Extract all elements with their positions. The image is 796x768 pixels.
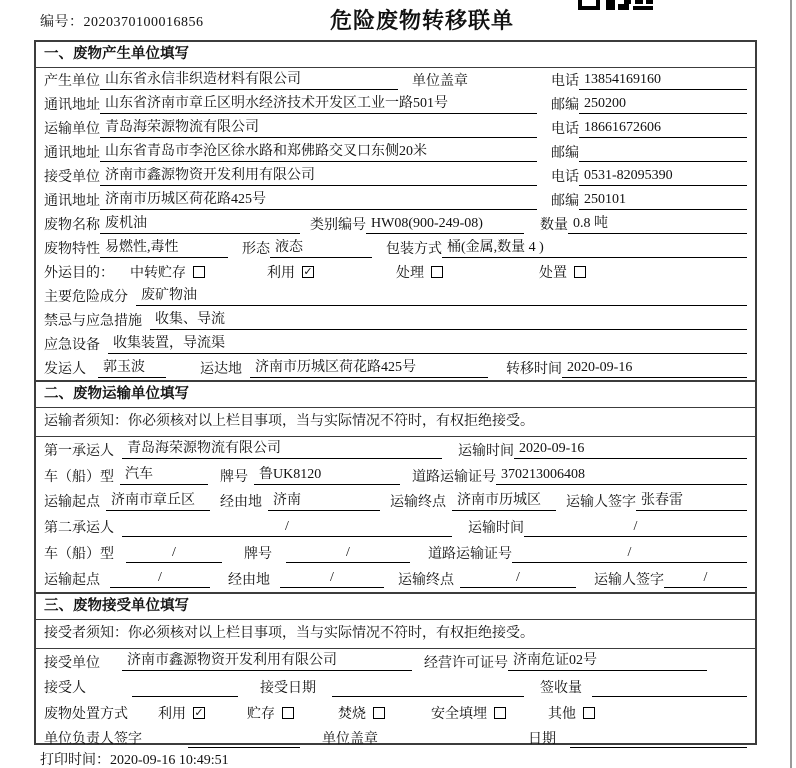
option-label-disposal-use: 利用 xyxy=(158,706,186,722)
checkbox-disposal-use: ✓ xyxy=(194,705,204,719)
field-value-via-2: / xyxy=(280,569,384,588)
field-label-receiver-person: 接受人 xyxy=(44,681,86,697)
field-label-receiver-unit: 接受单位 xyxy=(44,170,100,185)
field-label-packaging: 包装方式 xyxy=(386,242,442,257)
field-label-phone-3: 电话 xyxy=(551,170,579,185)
field-value-zip-2 xyxy=(579,143,747,162)
field-label-zip-3: 邮编 xyxy=(551,194,579,209)
checkbox-use: ✓ xyxy=(303,265,313,278)
receiver-notice: 接受者须知：你必须核对以上栏目事项，当与实际情况不符时，有权拒绝接受。 xyxy=(36,620,755,649)
field-label-address-3: 通讯地址 xyxy=(44,194,100,209)
option-label-disposal-other: 其他 xyxy=(548,706,576,722)
row-route-1 xyxy=(36,489,755,515)
field-value-road-permit-2: / xyxy=(512,544,747,563)
row-receiver-person xyxy=(36,674,755,700)
field-label-origin-1: 运输起点 xyxy=(44,495,100,511)
field-label-address-1: 通讯地址 xyxy=(44,98,100,113)
row-receiver-address xyxy=(36,188,755,212)
field-value-quantity: 0.8 吨 xyxy=(568,215,747,234)
field-value-carrier-sign-1: 张春雷 xyxy=(636,492,747,511)
field-value-address-2: 山东省青岛市李沧区徐水路和郑佛路交叉口东侧20米 xyxy=(100,143,537,162)
field-label-responsible-signature: 单位负责人签字 xyxy=(44,732,142,748)
field-label-via-1: 经由地 xyxy=(220,495,262,511)
option-label-disposal-storage: 贮存 xyxy=(247,706,275,722)
field-value-address-3: 济南市历城区荷花路425号 xyxy=(100,191,537,210)
field-value-emergency-measures: 收集、导流 xyxy=(150,311,747,330)
field-label-vehicle-type-2: 车（船）型 xyxy=(44,547,114,563)
field-value-via-1: 济南 xyxy=(268,492,380,511)
transporter-notice: 运输者须知：你必须核对以上栏目事项，当与实际情况不符时，有权拒绝接受。 xyxy=(36,408,755,437)
serial-label: 编号： xyxy=(40,15,84,30)
row-emergency-measures xyxy=(36,308,755,332)
field-value-terminus-2: / xyxy=(460,569,576,588)
print-time-label: 打印时间： xyxy=(40,753,110,768)
field-label-transfer-purpose: 外运目的： xyxy=(44,266,114,281)
row-vehicle-1 xyxy=(36,463,755,489)
field-label-emergency-equipment: 应急设备 xyxy=(44,338,100,353)
checkbox-disposal-landfill xyxy=(494,707,506,719)
field-value-terminus-1: 济南市历城区 xyxy=(452,492,556,511)
field-value-form: 液态 xyxy=(270,239,372,258)
field-value-phone-1: 13854169160 xyxy=(579,71,747,90)
field-label-vehicle-type-1: 车（船）型 xyxy=(44,469,114,485)
checkbox-dispose xyxy=(574,266,586,278)
field-value-waste-name: 废机油 xyxy=(100,215,300,234)
row-route-2 xyxy=(36,566,755,592)
row-hazard-component xyxy=(36,284,755,308)
field-label-unit-seal-2: 单位盖章 xyxy=(322,732,378,748)
field-label-destination: 运达地 xyxy=(200,362,242,377)
field-label-receive-date: 接受日期 xyxy=(260,681,316,697)
row-second-carrier xyxy=(36,514,755,540)
field-label-unit-seal: 单位盖章 xyxy=(412,74,468,89)
field-label-transport-time-2: 运输时间 xyxy=(468,521,524,537)
field-value-receiver-person xyxy=(132,678,238,697)
field-value-destination: 济南市历城区荷花路425号 xyxy=(250,359,488,378)
field-label-disposal-method: 废物处置方式 xyxy=(44,706,128,722)
field-value-first-carrier: 青岛海荣源物流有限公司 xyxy=(122,440,442,459)
field-value-date xyxy=(570,729,747,748)
field-label-license-number: 经营许可证号 xyxy=(424,655,508,671)
field-value-second-carrier: / xyxy=(122,518,452,537)
field-label-producer-unit: 产生单位 xyxy=(44,74,100,89)
field-value-producer-unit: 山东省永信非织造材料有限公司 xyxy=(100,71,398,90)
field-label-phone-1: 电话 xyxy=(551,74,579,89)
field-value-plate-1: 鲁UK8120 xyxy=(254,466,400,485)
field-label-receiving-unit: 接受单位 xyxy=(44,655,100,671)
section-receiver-title: 三、废物接受单位填写 xyxy=(36,594,755,620)
field-label-road-permit-2: 道路运输证号 xyxy=(428,547,512,563)
row-producer-unit xyxy=(36,68,755,92)
field-label-origin-2: 运输起点 xyxy=(44,572,100,588)
field-label-phone-2: 电话 xyxy=(551,122,579,137)
section-producer-title: 一、废物产生单位填写 xyxy=(36,42,755,68)
field-label-received-quantity: 签收量 xyxy=(540,681,582,697)
field-label-carrier-sign-1: 运输人签字 xyxy=(566,495,636,511)
field-value-plate-2: / xyxy=(286,544,410,563)
row-responsible-signature xyxy=(36,725,755,751)
serial-value: 2020370100016856 xyxy=(83,15,204,30)
row-transfer-purpose xyxy=(36,260,755,284)
row-transport-address xyxy=(36,140,755,164)
option-label-dispose: 处置 xyxy=(539,266,567,281)
field-label-emergency-measures: 禁忌与应急措施 xyxy=(44,314,142,329)
field-label-transport-unit: 运输单位 xyxy=(44,122,100,137)
field-value-hazard-component: 废矿物油 xyxy=(136,287,747,306)
field-label-first-carrier: 第一承运人 xyxy=(44,443,114,459)
field-value-receiving-unit: 济南市鑫源物资开发利用有限公司 xyxy=(122,652,412,671)
field-value-responsible-signature xyxy=(188,729,300,748)
field-value-origin-1: 济南市章丘区 xyxy=(106,492,210,511)
section-receiver xyxy=(36,592,755,751)
row-vehicle-2 xyxy=(36,540,755,566)
field-label-transport-time-1: 运输时间 xyxy=(458,443,514,459)
field-value-phone-2: 18661672606 xyxy=(579,119,747,138)
page-title: 危险废物转移联单 xyxy=(329,8,514,33)
field-value-received-quantity xyxy=(592,678,747,697)
checkbox-disposal-incinerate xyxy=(373,707,385,719)
field-value-vehicle-type-1: 汽车 xyxy=(120,466,208,485)
print-time-value: 2020-09-16 10:49:51 xyxy=(110,753,229,768)
field-value-category-code: HW08(900-249-08) xyxy=(366,215,524,234)
field-value-road-permit-1: 370213006408 xyxy=(496,466,747,485)
option-label-treat: 处理 xyxy=(396,266,424,281)
row-receiving-unit xyxy=(36,649,755,675)
field-value-zip-1: 250200 xyxy=(579,95,747,114)
field-value-packaging: 桶(金属,数量 4 ) xyxy=(442,239,747,258)
field-label-hazard-component: 主要危险成分 xyxy=(44,290,128,305)
field-label-carrier-sign-2: 运输人签字 xyxy=(594,572,664,588)
field-label-shipper: 发运人 xyxy=(44,362,86,377)
field-label-waste-property: 废物特性 xyxy=(44,242,100,257)
field-label-address-2: 通讯地址 xyxy=(44,146,100,161)
field-value-transport-time-2: / xyxy=(524,518,747,537)
field-value-phone-3: 0531-82095390 xyxy=(579,167,747,186)
field-value-receive-date xyxy=(332,678,524,697)
row-transport-unit xyxy=(36,116,755,140)
checkbox-disposal-other xyxy=(583,707,595,719)
row-first-carrier xyxy=(36,437,755,463)
field-value-vehicle-type-2: / xyxy=(126,544,222,563)
checkbox-disposal-storage xyxy=(282,707,294,719)
print-time-line xyxy=(40,749,229,768)
field-value-zip-3: 250101 xyxy=(579,191,747,210)
field-label-waste-name: 废物名称 xyxy=(44,218,100,233)
field-label-transfer-date: 转移时间 xyxy=(506,362,562,377)
option-label-transit-storage: 中转贮存 xyxy=(130,266,186,281)
field-label-plate-1: 牌号 xyxy=(220,469,248,485)
field-label-quantity: 数量 xyxy=(540,218,568,233)
option-label-disposal-incinerate: 焚烧 xyxy=(338,706,366,722)
row-waste-name xyxy=(36,212,755,236)
row-waste-property xyxy=(36,236,755,260)
option-label-disposal-landfill: 安全填埋 xyxy=(431,706,487,722)
field-label-plate-2: 牌号 xyxy=(244,547,272,563)
field-value-transport-time-1: 2020-09-16 xyxy=(514,440,747,459)
field-value-waste-property: 易燃性,毒性 xyxy=(100,239,228,258)
section-producer xyxy=(36,42,755,380)
row-disposal-method xyxy=(36,700,755,726)
field-label-terminus-1: 运输终点 xyxy=(390,495,446,511)
field-label-zip-2: 邮编 xyxy=(551,146,579,161)
checkbox-treat xyxy=(431,266,443,278)
option-label-use: 利用 xyxy=(267,266,295,281)
section-transporter-title: 二、废物运输单位填写 xyxy=(36,382,755,408)
field-label-via-2: 经由地 xyxy=(228,572,270,588)
manifest-form-table xyxy=(34,40,757,748)
field-value-address-1: 山东省济南市章丘区明水经济技术开发区工业一路501号 xyxy=(100,95,537,114)
field-label-second-carrier: 第二承运人 xyxy=(44,521,114,537)
field-value-license-number: 济南危证02号 xyxy=(508,652,707,671)
qr-code-partial-icon xyxy=(578,0,654,11)
row-emergency-equipment xyxy=(36,332,755,356)
checkbox-transit-storage xyxy=(193,266,205,278)
row-producer-address xyxy=(36,92,755,116)
field-label-category-code: 类别编号 xyxy=(310,218,366,233)
field-label-zip-1: 邮编 xyxy=(551,98,579,113)
field-value-receiver-unit: 济南市鑫源物资开发利用有限公司 xyxy=(100,167,537,186)
field-value-carrier-sign-2: / xyxy=(664,569,747,588)
field-value-shipper: 郭玉波 xyxy=(98,359,166,378)
field-value-emergency-equipment: 收集装置，导流渠 xyxy=(108,335,747,354)
page-edge-divider xyxy=(790,0,792,768)
field-label-road-permit-1: 道路运输证号 xyxy=(412,469,496,485)
field-label-date: 日期 xyxy=(528,732,556,748)
field-label-terminus-2: 运输终点 xyxy=(398,572,454,588)
field-value-transport-unit: 青岛海荣源物流有限公司 xyxy=(100,119,537,138)
field-label-form: 形态 xyxy=(242,242,270,257)
row-receiver-unit xyxy=(36,164,755,188)
section-transporter xyxy=(36,380,755,592)
row-shipper xyxy=(36,356,755,380)
field-value-transfer-date: 2020-09-16 xyxy=(562,359,747,378)
field-value-origin-2: / xyxy=(110,569,210,588)
